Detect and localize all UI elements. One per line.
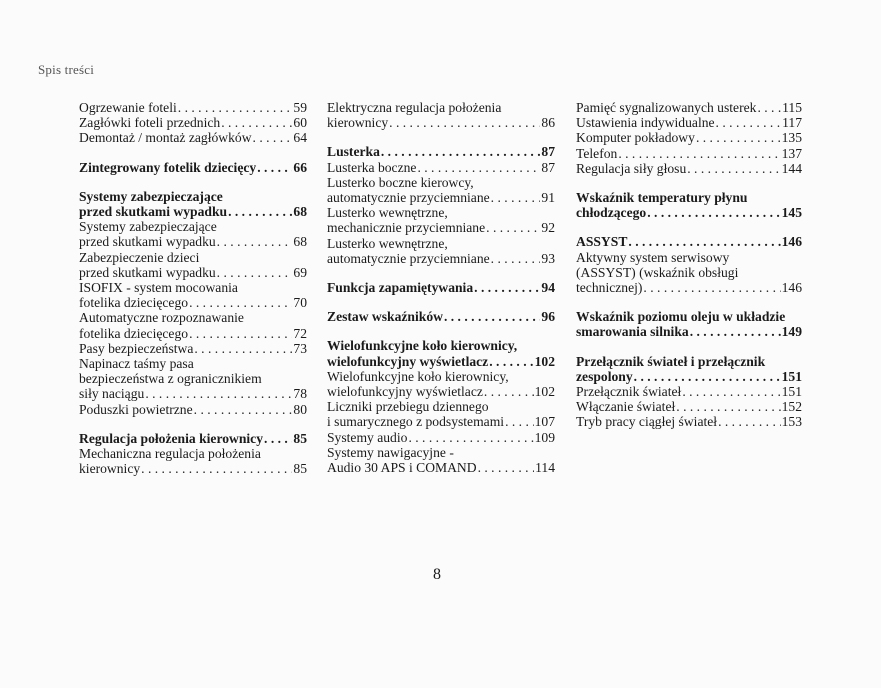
- toc-page-number: 73: [293, 340, 307, 356]
- toc-entry[interactable]: [79, 100, 307, 115]
- toc-entry-text: Lusterka: [327, 144, 380, 160]
- toc-page-number: 149: [781, 324, 802, 340]
- toc-page-number: 87: [541, 159, 555, 175]
- dot-leader: [682, 384, 780, 399]
- toc-section-heading[interactable]: [79, 431, 307, 446]
- toc-entry-text: i sumarycznego z podsystemami: [327, 414, 505, 430]
- toc-page-number: 59: [293, 100, 307, 115]
- toc-entry-text: wielofunkcyjny wyświetlacz: [327, 353, 489, 369]
- toc-entry-text: Zagłówki foteli przednich: [79, 115, 221, 131]
- toc-page-number: 146: [781, 280, 802, 296]
- dot-leader: [478, 460, 535, 475]
- toc-entry-text: Napinacz taśmy pasa: [79, 356, 194, 372]
- toc-spacer: [327, 324, 555, 338]
- toc-page-number: 69: [293, 264, 307, 280]
- toc-entry-text: Ogrzewanie foteli: [79, 100, 177, 115]
- toc-entry-text: bezpieczeństwa z ogranicznikiem: [79, 371, 262, 387]
- toc-entry-text: Lusterko wewnętrzne,: [327, 235, 448, 251]
- toc-entry-text: ISOFIX - system mocowania: [79, 280, 238, 296]
- dot-leader: [484, 384, 534, 399]
- toc-page-number: 144: [781, 160, 802, 176]
- toc-entry-text: chłodzącego: [576, 205, 647, 221]
- toc-entry[interactable]: [79, 250, 307, 280]
- toc-entry[interactable]: [79, 310, 307, 340]
- toc-entry[interactable]: [79, 446, 307, 476]
- dot-leader: [505, 414, 534, 429]
- toc-entry-text: zespolony: [576, 368, 633, 384]
- toc-page-number: 70: [293, 295, 307, 311]
- toc-page-number: 153: [781, 414, 802, 430]
- toc-entry-text: fotelika dziecięcego: [79, 295, 189, 311]
- toc-entry[interactable]: [79, 115, 307, 130]
- dot-leader: [757, 100, 781, 115]
- toc-section-heading[interactable]: [327, 309, 555, 324]
- toc-spacer: [79, 175, 307, 189]
- toc-entry-text: Systemy nawigacyjne -: [327, 444, 454, 460]
- toc-entry-text: Wielofunkcyjne koło kierownicy,: [327, 368, 509, 384]
- dot-leader: [676, 399, 780, 414]
- toc-entry-text: Demontaż / montaż zagłówków: [79, 130, 252, 146]
- dot-leader: [687, 161, 780, 176]
- toc-section-heading[interactable]: [327, 144, 555, 159]
- toc-entry-text: Zintegrowany fotelik dziecięcy: [79, 159, 257, 175]
- toc-page-number: 151: [781, 384, 802, 400]
- toc-page-number: 109: [534, 429, 555, 445]
- toc-section-heading[interactable]: [576, 354, 802, 384]
- toc-page-number: 107: [534, 414, 555, 430]
- dot-leader: [486, 220, 540, 235]
- toc-entry-text: Wskaźnik temperatury płynu: [576, 190, 748, 206]
- toc-section-heading[interactable]: [576, 234, 802, 249]
- toc-entry[interactable]: [576, 161, 802, 176]
- toc-spacer: [576, 220, 802, 234]
- toc-entry[interactable]: [327, 445, 555, 475]
- toc-entry-text: Wskaźnik poziomu oleju w układzie: [576, 309, 786, 325]
- dot-leader: [408, 430, 533, 445]
- toc-page-number: 137: [781, 145, 802, 161]
- dot-leader: [264, 431, 292, 446]
- toc-entry-text: smarowania silnika: [576, 324, 689, 340]
- toc-entry[interactable]: [327, 160, 555, 175]
- toc-entry-text: Włączanie świateł: [576, 399, 676, 415]
- toc-entry-text: Przełącznik świateł: [576, 384, 682, 400]
- toc-page-number: 117: [782, 115, 802, 131]
- toc-spacer: [327, 130, 555, 144]
- toc-entry[interactable]: [327, 205, 555, 235]
- toc-spacer: [576, 176, 802, 190]
- toc-entry-text: Poduszki powietrzne: [79, 401, 193, 417]
- toc-entry[interactable]: [327, 175, 555, 205]
- toc-entry[interactable]: [327, 236, 555, 266]
- toc-entry-text: automatycznie przyciemniane: [327, 190, 490, 206]
- toc-entry[interactable]: [576, 399, 802, 414]
- toc-page-number: 102: [534, 353, 555, 369]
- toc-section-heading[interactable]: [79, 189, 307, 219]
- toc-entry-text: Zabezpieczenie dzieci: [79, 249, 200, 265]
- toc-page-number: 145: [781, 205, 802, 221]
- toc-entry[interactable]: [327, 430, 555, 445]
- toc-page-number: 115: [782, 100, 802, 115]
- toc-entry-text: Regulacja siły głosu: [576, 160, 687, 176]
- dot-leader: [145, 386, 292, 401]
- toc-entry[interactable]: [576, 100, 802, 115]
- toc-section-heading[interactable]: [327, 280, 555, 295]
- dot-leader: [474, 280, 540, 295]
- toc-entry-text: siły naciągu: [79, 386, 145, 402]
- toc-entry-text: Mechaniczna regulacja położenia: [79, 446, 261, 462]
- toc-entry[interactable]: [576, 115, 802, 130]
- toc-entry-text: przed skutkami wypadku: [79, 234, 216, 250]
- toc-page-number: 86: [541, 115, 555, 131]
- page-number: 8: [433, 566, 441, 583]
- toc-entry[interactable]: [79, 280, 307, 310]
- toc-section-heading[interactable]: [79, 160, 307, 175]
- toc-page-number: 78: [293, 386, 307, 402]
- toc-spacer: [327, 266, 555, 280]
- toc-entry-text: Pamięć sygnalizowanych usterek: [576, 100, 757, 115]
- toc-page-number: 151: [781, 368, 802, 384]
- dot-leader: [389, 115, 540, 130]
- toc-section-heading[interactable]: [576, 190, 802, 220]
- toc-page-number: 92: [541, 220, 555, 236]
- toc-entry-text: Elektryczna regulacja położenia: [327, 100, 502, 115]
- toc-entry[interactable]: [79, 130, 307, 145]
- toc-entry-text: przed skutkami wypadku: [79, 204, 228, 220]
- toc-entry-text: Systemy zabezpieczające: [79, 188, 223, 204]
- toc-entry[interactable]: [79, 341, 307, 356]
- dot-leader: [228, 204, 292, 219]
- dot-leader: [618, 146, 780, 161]
- dot-leader: [141, 461, 292, 476]
- toc-entry-text: Pasy bezpieczeństwa: [79, 340, 194, 356]
- toc-spacer: [576, 295, 802, 309]
- toc-page-number: 135: [781, 130, 802, 146]
- toc-page-number: 102: [534, 384, 555, 400]
- dot-leader: [718, 414, 781, 429]
- toc-entry-text: Przełącznik świateł i przełącznik: [576, 353, 766, 369]
- dot-leader: [253, 130, 293, 145]
- dot-leader: [491, 190, 541, 205]
- toc-entry-text: Zestaw wskaźników: [327, 309, 443, 325]
- toc-entry-text: Wielofunkcyjne koło kierownicy,: [327, 338, 518, 354]
- toc-entry-text: Lusterko wewnętrzne,: [327, 205, 448, 221]
- toc-entry-text: przed skutkami wypadku: [79, 264, 216, 280]
- toc-spacer: [79, 146, 307, 160]
- toc-entry[interactable]: [576, 130, 802, 145]
- dot-leader: [189, 295, 292, 310]
- toc-entry-text: Systemy zabezpieczające: [79, 219, 217, 235]
- toc-page-number: 80: [293, 401, 307, 417]
- toc-entry-text: wielofunkcyjny wyświetlacz: [327, 384, 483, 400]
- toc-entry-text: (ASSYST) (wskaźnik obsługi: [576, 264, 739, 280]
- toc-entry-text: Audio 30 APS i COMAND: [327, 460, 477, 476]
- dot-leader: [716, 115, 782, 130]
- dot-leader: [194, 402, 293, 417]
- toc-entry[interactable]: [576, 250, 802, 296]
- toc-page-number: 93: [541, 250, 555, 266]
- toc-entry-text: Tryb pracy ciągłej świateł: [576, 414, 718, 430]
- toc-entry-text: Aktywny system serwisowy: [576, 249, 730, 265]
- toc-column-1: [79, 100, 307, 476]
- toc-entry-text: ASSYST: [576, 234, 628, 250]
- toc-entry-text: kierownicy: [327, 115, 389, 131]
- toc-entry-text: kierownicy: [79, 461, 141, 477]
- dot-leader: [628, 234, 780, 249]
- dot-leader: [178, 100, 293, 115]
- toc-section-heading[interactable]: [576, 309, 802, 339]
- dot-leader: [217, 234, 293, 249]
- toc-spacer: [79, 417, 307, 431]
- toc-page-number: 146: [781, 234, 802, 250]
- page-header-title: Spis treści: [38, 62, 95, 77]
- toc-entry-text: Ustawienia indywidualne: [576, 115, 715, 131]
- toc-entry[interactable]: [327, 369, 555, 399]
- toc-entry[interactable]: [576, 414, 802, 429]
- toc-page-number: 114: [535, 460, 555, 476]
- toc-entry-text: fotelika dziecięcego: [79, 325, 189, 341]
- dot-leader: [221, 115, 292, 130]
- toc-column-3: [576, 100, 802, 430]
- toc-page-number: 94: [541, 280, 555, 296]
- dot-leader: [381, 144, 541, 159]
- toc-entry[interactable]: [79, 356, 307, 402]
- dot-leader: [489, 354, 533, 369]
- toc-entry[interactable]: [79, 219, 307, 249]
- dot-leader: [417, 160, 540, 175]
- toc-page-number: 152: [781, 399, 802, 415]
- dot-leader: [444, 309, 540, 324]
- dot-leader: [643, 280, 780, 295]
- toc-entry-text: Automatyczne rozpoznawanie: [79, 310, 244, 326]
- toc-page-number: 72: [293, 325, 307, 341]
- toc-entry[interactable]: [327, 399, 555, 429]
- dot-leader: [257, 160, 292, 175]
- toc-entry-text: Komputer pokładowy: [576, 130, 695, 146]
- dot-leader: [690, 324, 781, 339]
- toc-page-number: 60: [293, 115, 307, 131]
- toc-page-number: 91: [541, 190, 555, 206]
- toc-section-heading[interactable]: [327, 338, 555, 368]
- dot-leader: [634, 369, 781, 384]
- toc-column-2: [327, 100, 555, 475]
- toc-page-number: 66: [293, 159, 307, 175]
- toc-entry-text: Lusterko boczne kierowcy,: [327, 174, 474, 190]
- toc-page-number: 68: [293, 204, 307, 220]
- toc-entry-text: Funkcja zapamiętywania: [327, 280, 474, 296]
- dot-leader: [194, 341, 292, 356]
- toc-entry[interactable]: [79, 402, 307, 417]
- toc-entry[interactable]: [576, 384, 802, 399]
- toc-entry-text: Liczniki przebiegu dziennego: [327, 399, 489, 415]
- toc-entry-text: Regulacja położenia kierownicy: [79, 430, 264, 446]
- toc-page-number: 64: [293, 130, 307, 146]
- toc-entry-text: technicznej): [576, 280, 643, 296]
- toc-entry-text: Systemy audio: [327, 429, 408, 445]
- toc-page-number: 68: [293, 234, 307, 250]
- toc-page-number: 87: [541, 144, 555, 160]
- toc-page-number: 85: [293, 461, 307, 477]
- dot-leader: [189, 326, 292, 341]
- dot-leader: [491, 251, 541, 266]
- dot-leader: [696, 130, 781, 145]
- toc-page-number: 85: [293, 430, 307, 446]
- toc-entry-text: automatycznie przyciemniane: [327, 250, 490, 266]
- toc-entry[interactable]: [327, 100, 555, 130]
- toc-page-number: 96: [541, 309, 555, 325]
- toc-entry-text: mechanicznie przyciemniane: [327, 220, 486, 236]
- toc-entry[interactable]: [576, 146, 802, 161]
- toc-entry-text: Telefon: [576, 145, 618, 161]
- dot-leader: [647, 205, 780, 220]
- toc-entry-text: Lusterka boczne: [327, 159, 417, 175]
- dot-leader: [217, 265, 293, 280]
- toc-spacer: [327, 295, 555, 309]
- toc-spacer: [576, 340, 802, 354]
